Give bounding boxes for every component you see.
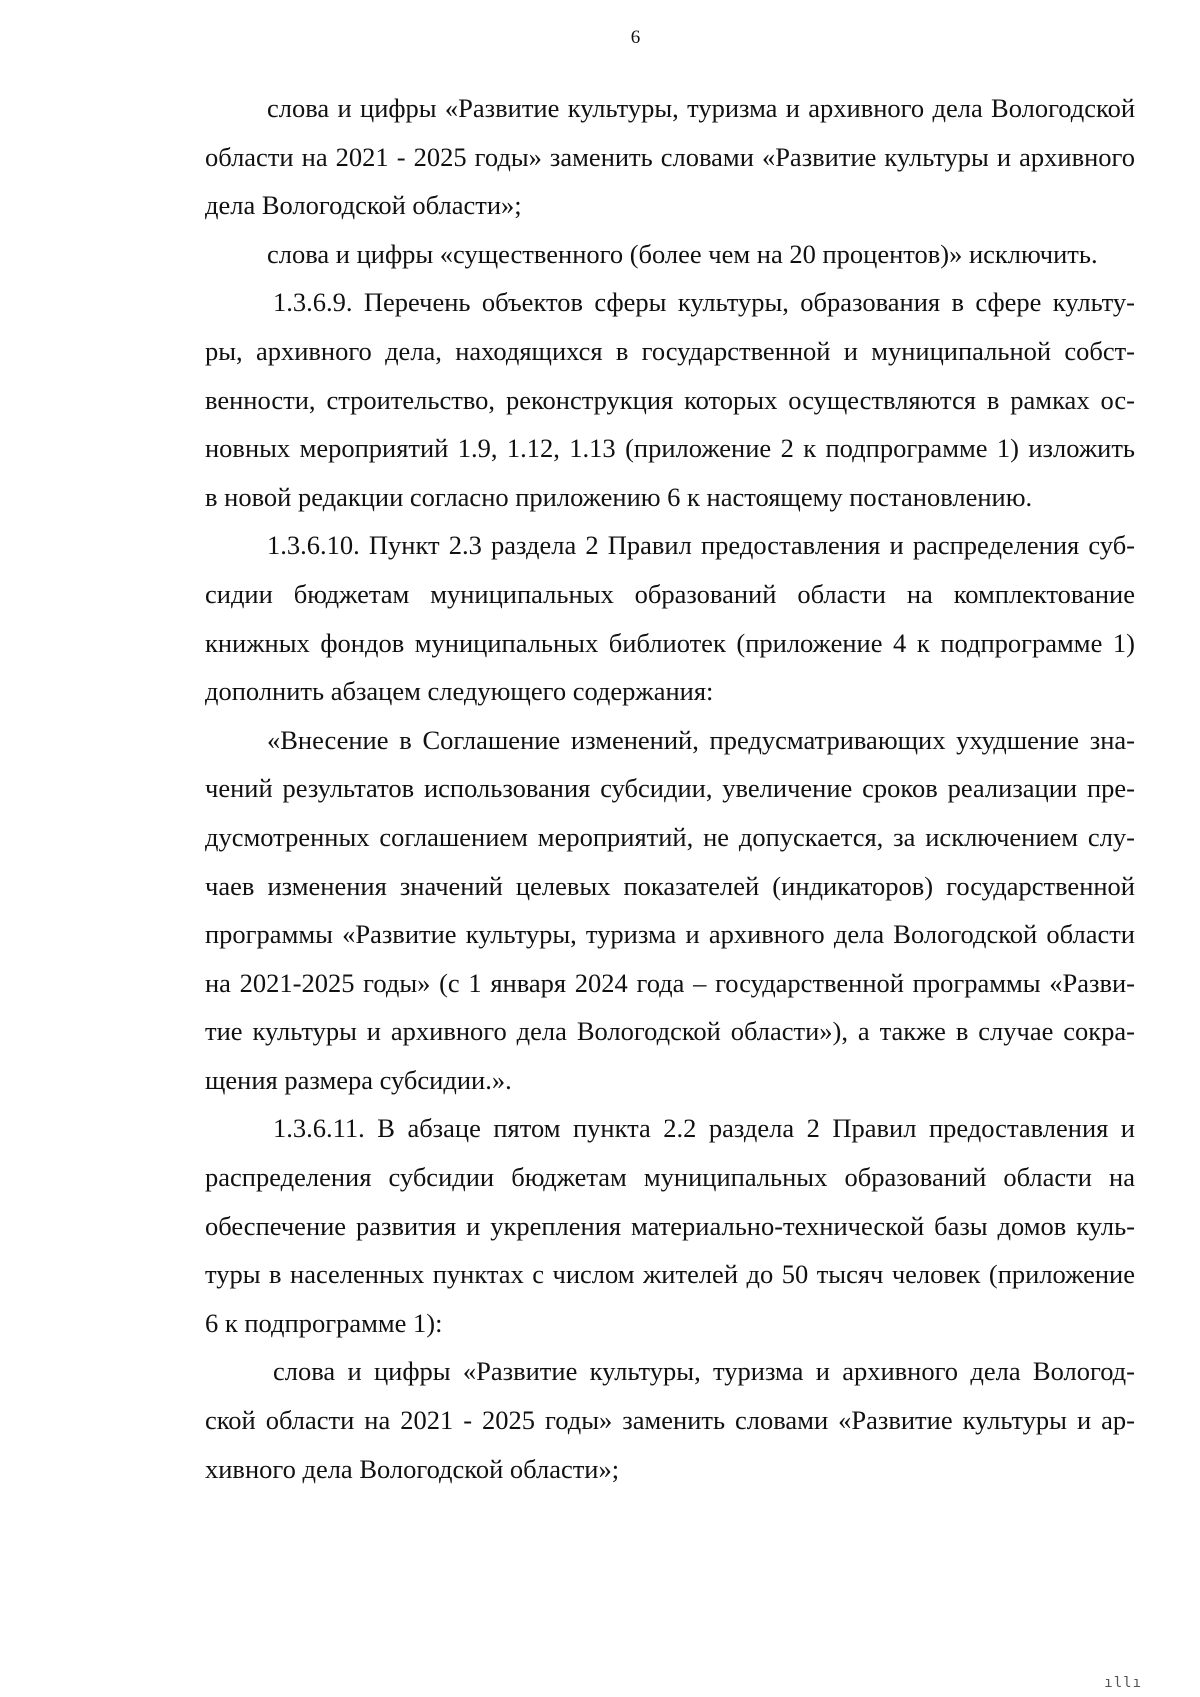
text-line: слова и цифры «Развитие культуры, туризма и архивного дела Вологодской [267, 93, 1135, 123]
text-line: в новой редакции согласно приложению 6 к настоящему постановлению. [205, 481, 1033, 512]
text-line: хивного дела Вологодской области»; [205, 1453, 620, 1484]
text-line: туры в населенных пунктах с числом жителей до 50 тысяч человек (приложение [205, 1259, 1135, 1290]
paragraph [143, 521, 1135, 715]
paragraph [143, 716, 1135, 1105]
text-line: книжных фондов муниципальных библиотек (приложение 4 к подпрограмме 1) [205, 627, 1135, 658]
text-line: слова и цифры «существенного (более чем на 20 процентов)» исключить. [267, 238, 1098, 269]
text-line: ской области на 2021 - 2025 годы» заменить словами «Развитие культуры и ар- [205, 1405, 1135, 1436]
text-line: области на 2021 - 2025 годы» заменить словами «Развитие культуры и архивного [205, 141, 1135, 172]
text-line: щения размера субсидии.». [205, 1064, 512, 1095]
paragraph [143, 84, 1135, 230]
text-line: «Внесение в Соглашение изменений, предусматривающих ухудшение зна- [267, 724, 1135, 755]
text-line: ры, архивного дела, находящихся в государственной и муниципальной собст- [205, 335, 1135, 366]
text-line: тие культуры и архивного дела Вологодской области»), а также в случае сокра- [205, 1016, 1135, 1047]
paragraph [143, 1104, 1135, 1347]
page-number: 6 [630, 27, 641, 48]
text-line: дусмотренных соглашением мероприятий, не допускается, за исключением слу- [205, 821, 1135, 852]
text-line: 1.3.6.9. Перечень объектов сферы культуры, образования в сфере культу- [273, 287, 1135, 318]
text-line: программы «Развитие культуры, туризма и архивного дела Вологодской области [205, 919, 1135, 950]
text-line: дела Вологодской области»; [205, 190, 522, 221]
paragraph [143, 278, 1135, 521]
text-line: чений результатов использования субсидии, увеличение сроков реализации пре- [205, 773, 1135, 804]
paragraph [143, 1347, 1135, 1493]
document-body [143, 84, 1135, 1493]
paragraph [143, 230, 1135, 279]
text-line: слова и цифры «Развитие культуры, туризма и архивного дела Вологод- [273, 1356, 1135, 1387]
text-line: дополнить абзацем следующего содержания: [205, 676, 714, 707]
text-line: чаев изменения значений целевых показателей (индикаторов) государственной [205, 870, 1135, 901]
text-line: распределения субсидии бюджетам муниципальных образований области на [205, 1162, 1135, 1193]
text-line: 1.3.6.11. В абзаце пятом пункта 2.2 раздела 2 Правил предоставления и [273, 1113, 1135, 1144]
text-line: венности, строительство, реконструкция которых осуществляются в рамках ос- [205, 384, 1135, 415]
text-line: сидии бюджетам муниципальных образований области на комплектование [205, 578, 1135, 609]
text-line: на 2021-2025 годы» (с 1 января 2024 года – государственной программы «Разви- [205, 967, 1135, 998]
text-line: 6 к подпрограмме 1): [205, 1307, 443, 1338]
scan-mark: ıllı [1104, 1675, 1142, 1691]
text-line: обеспечение развития и укрепления материально-технической базы домов куль- [205, 1210, 1135, 1241]
text-line: 1.3.6.10. Пункт 2.3 раздела 2 Правил предоставления и распределения суб- [267, 530, 1135, 561]
text-line: новных мероприятий 1.9, 1.12, 1.13 (приложение 2 к подпрограмме 1) изложить [205, 433, 1135, 464]
